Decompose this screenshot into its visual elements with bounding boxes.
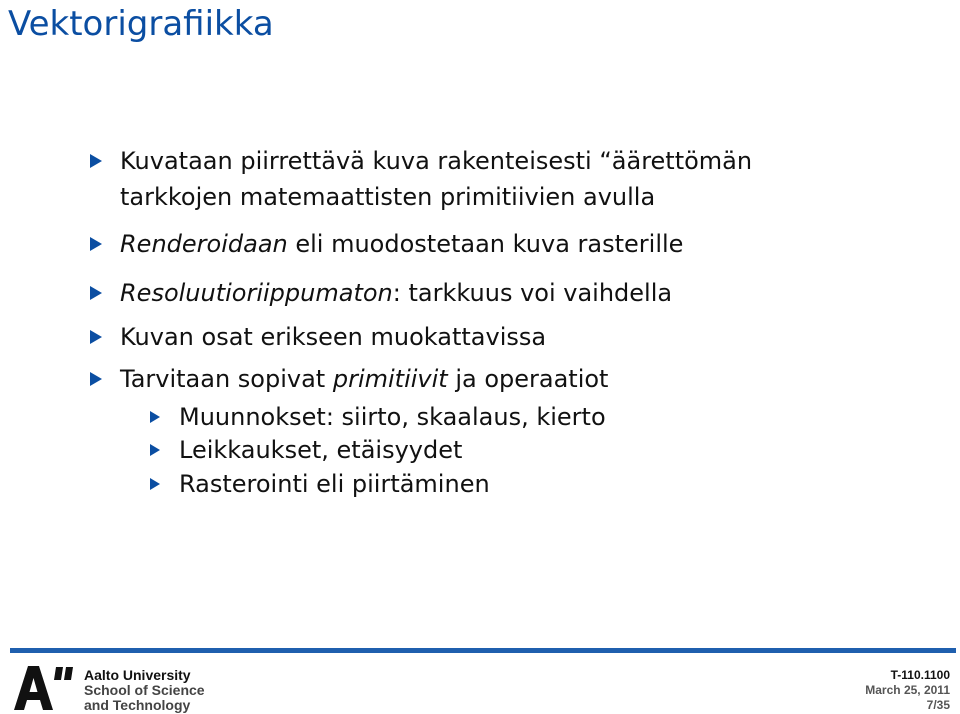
university-name — [84, 668, 205, 713]
slide-title: Vektorigrafiikka — [8, 4, 274, 44]
bullet-text — [120, 364, 608, 394]
course-code: T-110.1100 — [890, 668, 950, 682]
university-line: Aalto University — [84, 667, 191, 683]
footer-rule — [10, 648, 956, 653]
triangle-right-icon — [90, 330, 102, 344]
sub-bullet-text: Rasterointi eli piirtäminen — [179, 470, 490, 498]
bullet-text — [120, 278, 672, 308]
triangle-right-icon — [90, 372, 102, 386]
bullet-text-rest: : tarkkuus voi vaihdella — [392, 279, 673, 307]
bullet-text-rest: eli muodostetaan kuva rasterille — [287, 230, 684, 258]
emphasis-text: Resoluutioriippumaton — [120, 279, 393, 307]
emphasis-text: Renderoidaan — [120, 230, 288, 258]
triangle-right-icon — [150, 478, 160, 490]
triangle-right-icon — [90, 286, 102, 300]
triangle-right-icon — [90, 237, 102, 251]
bullet-text-pre: Tarvitaan sopivat — [120, 365, 333, 393]
emphasis-text: primitiivit — [332, 365, 448, 393]
triangle-right-icon — [150, 444, 160, 456]
triangle-right-icon — [150, 411, 160, 423]
bullet-text-post: ja operaatiot — [447, 365, 609, 393]
sub-bullet-text: Leikkaukset, etäisyydet — [179, 436, 463, 464]
bullet-text-line: Kuvataan piirrettävä kuva rakenteisesti “äärettömän — [120, 147, 753, 175]
triangle-right-icon — [90, 154, 102, 168]
bullet-text — [120, 229, 683, 259]
page-number: 7/35 — [926, 698, 950, 712]
bullet-text: Kuvan osat erikseen muokattavissa — [120, 323, 547, 351]
footer-meta — [865, 668, 950, 713]
aalto-logo-icon — [14, 666, 76, 710]
slide-date: March 25, 2011 — [865, 683, 950, 697]
university-line: School of Science — [84, 682, 205, 698]
bullet-text-line: tarkkojen matemaattisten primitiivien avulla — [120, 183, 656, 211]
bullet-text — [120, 146, 752, 212]
university-line: and Technology — [84, 697, 191, 713]
sub-bullet-text: Muunnokset: siirto, skaalaus, kierto — [179, 403, 606, 431]
